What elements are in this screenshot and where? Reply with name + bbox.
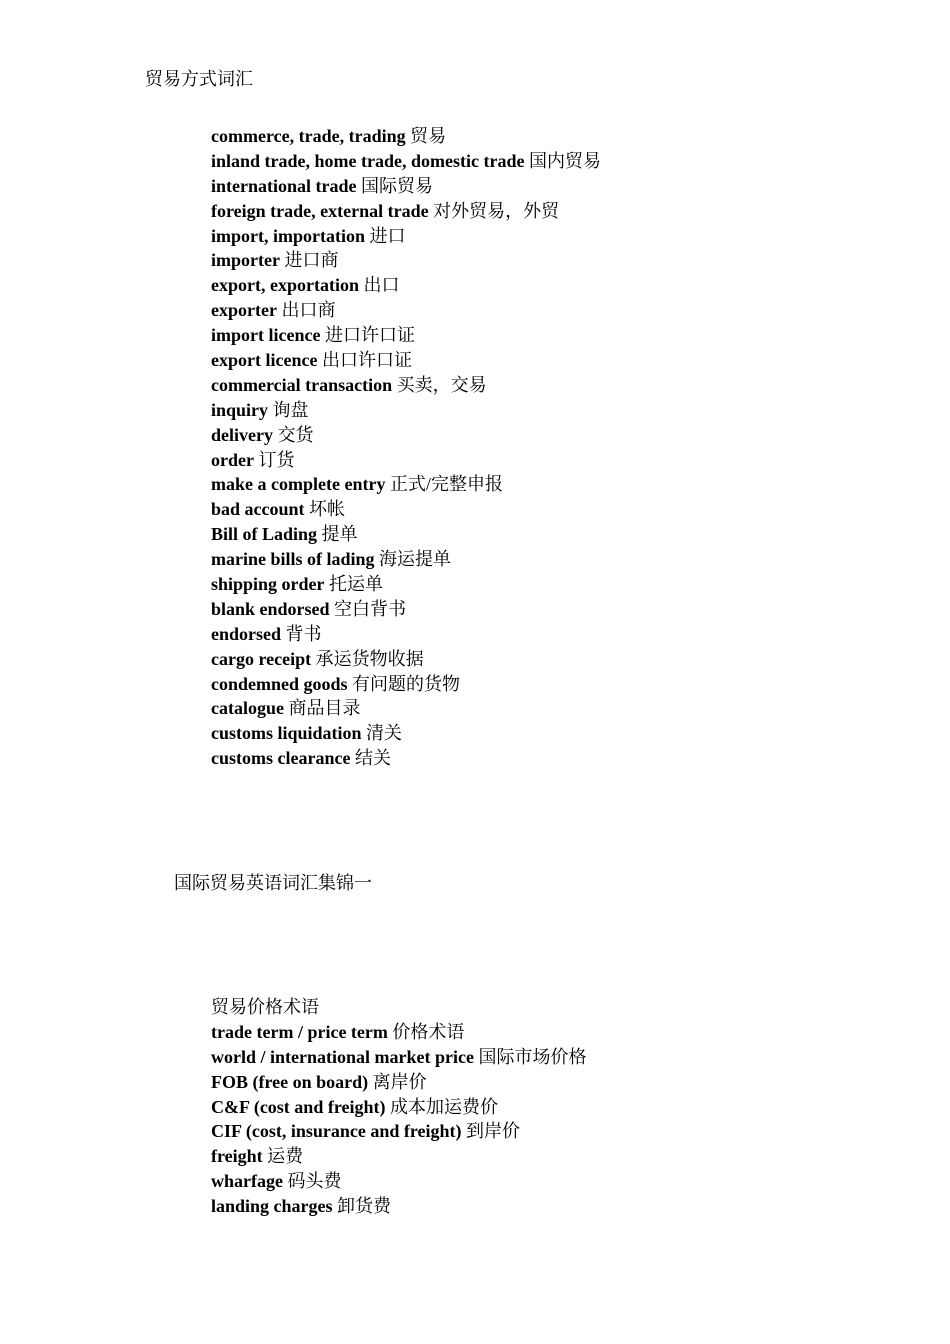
- term-row: [211, 1119, 586, 1144]
- term-row: [211, 1070, 586, 1095]
- term-english: import licence: [211, 325, 321, 346]
- term-english: FOB (free on board): [211, 1071, 369, 1092]
- term-row: [211, 547, 601, 572]
- term-row: [211, 224, 601, 249]
- term-row: [211, 248, 601, 273]
- term-english: C&F (cost and freight): [211, 1096, 386, 1117]
- term-chinese: 空白背书: [334, 598, 407, 619]
- term-row: [211, 124, 601, 149]
- term-chinese: 交货: [277, 424, 314, 445]
- term-english: commerce, trade, trading: [211, 126, 406, 146]
- term-row: [211, 672, 601, 697]
- trade-methods-term-list: [211, 124, 601, 771]
- term-chinese: 价格术语: [392, 1021, 465, 1042]
- term-row: [211, 174, 601, 199]
- term-english: order: [211, 449, 254, 470]
- term-row: [211, 647, 601, 672]
- term-chinese: 询盘: [272, 399, 309, 420]
- term-chinese: 背书: [285, 623, 322, 644]
- term-english: inquiry: [211, 399, 269, 420]
- term-english: delivery: [211, 424, 273, 445]
- term-chinese: 国际市场价格: [478, 1046, 587, 1067]
- section-title-intl-trade-vocab: 国际贸易英语词汇集锦一: [174, 873, 372, 893]
- term-chinese: 商品目录: [288, 698, 361, 719]
- term-row: [211, 149, 601, 174]
- section-title-trade-methods: 贸易方式词汇: [145, 69, 253, 89]
- term-chinese: 码头费: [287, 1171, 342, 1192]
- price-terms-list: [211, 995, 586, 1219]
- term-row: [211, 746, 601, 771]
- term-row: [211, 1095, 586, 1120]
- term-row: [211, 1144, 586, 1169]
- term-english: shipping order: [211, 574, 325, 595]
- term-row: [211, 423, 601, 448]
- term-chinese: 离岸价: [372, 1071, 427, 1092]
- term-english: freight: [211, 1146, 263, 1167]
- term-chinese: 有问题的货物: [352, 673, 461, 694]
- term-english: Bill of Lading: [211, 524, 318, 545]
- term-chinese: 海运提单: [379, 549, 452, 570]
- term-english: make a complete entry: [211, 474, 386, 495]
- term-english: importer: [211, 250, 280, 271]
- term-row: [211, 1020, 586, 1045]
- term-english: marine bills of lading: [211, 549, 375, 570]
- term-row: [211, 522, 601, 547]
- term-english: foreign trade, external trade: [211, 200, 429, 221]
- term-chinese: 卸货费: [337, 1196, 392, 1217]
- term-chinese: 出口商: [281, 300, 336, 321]
- term-chinese: 托运单: [329, 574, 384, 595]
- term-chinese: 正式/完整申报: [389, 474, 503, 495]
- term-english: import, importation: [211, 225, 365, 246]
- term-english: customs liquidation: [211, 723, 362, 744]
- term-chinese: 贸易: [410, 126, 447, 146]
- term-chinese: 进口商: [284, 250, 339, 271]
- term-row: [211, 597, 601, 622]
- term-chinese: 到岸价: [466, 1121, 520, 1142]
- term-english: condemned goods: [211, 673, 348, 694]
- term-english: catalogue: [211, 698, 284, 719]
- term-row: [211, 298, 601, 323]
- term-english: cargo receipt: [211, 648, 312, 669]
- term-chinese: 进口许口证: [324, 325, 415, 346]
- term-chinese: 成本加运费价: [389, 1096, 498, 1117]
- term-english: trade term / price term: [211, 1021, 388, 1042]
- term-row: [211, 398, 601, 423]
- term-english: world / international market price: [211, 1046, 474, 1067]
- term-english: commercial transaction: [211, 374, 393, 395]
- term-english: wharfage: [211, 1171, 283, 1192]
- term-chinese: 国际贸易: [361, 175, 433, 196]
- term-row: [211, 348, 601, 373]
- term-english: exporter: [211, 300, 277, 321]
- term-row: [211, 622, 601, 647]
- term-chinese: 进口: [369, 225, 406, 246]
- term-chinese: 出口许口证: [321, 350, 412, 371]
- term-row: [211, 1194, 586, 1219]
- term-row: [211, 199, 601, 224]
- term-chinese: 结关: [354, 748, 391, 769]
- term-english: bad account: [211, 499, 305, 520]
- term-chinese: 提单: [321, 524, 358, 545]
- term-english: endorsed: [211, 623, 282, 644]
- term-chinese: 坏帐: [309, 499, 346, 520]
- term-english: inland trade, home trade, domestic trade: [211, 150, 525, 171]
- term-english: landing charges: [211, 1196, 333, 1217]
- term-chinese: 买卖，交易: [396, 374, 487, 395]
- term-english: international trade: [211, 175, 357, 196]
- term-chinese: 国内贸易: [528, 150, 601, 171]
- term-english: CIF (cost, insurance and freight): [211, 1121, 462, 1142]
- term-row: [211, 472, 601, 497]
- term-chinese: 运费: [267, 1146, 304, 1167]
- term-chinese: 清关: [366, 723, 403, 744]
- term-row: [211, 1169, 586, 1194]
- term-row: [211, 323, 601, 348]
- term-row: [211, 273, 601, 298]
- term-english: export licence: [211, 350, 318, 371]
- term-row: [211, 721, 601, 746]
- term-english: customs clearance: [211, 748, 351, 769]
- term-row: [211, 448, 601, 473]
- term-english: blank endorsed: [211, 598, 330, 619]
- term-chinese: 订货: [258, 449, 295, 470]
- term-row: [211, 1045, 586, 1070]
- subsection-title: [211, 995, 586, 1020]
- term-row: [211, 373, 601, 398]
- term-chinese: 承运货物收据: [315, 648, 424, 669]
- term-row: [211, 497, 601, 522]
- term-row: [211, 572, 601, 597]
- term-chinese: 对外贸易，外贸: [433, 200, 560, 221]
- subsection-title-text: 贸易价格术语: [211, 997, 319, 1017]
- term-row: [211, 696, 601, 721]
- term-chinese: 出口: [363, 275, 400, 296]
- term-english: export, exportation: [211, 275, 359, 296]
